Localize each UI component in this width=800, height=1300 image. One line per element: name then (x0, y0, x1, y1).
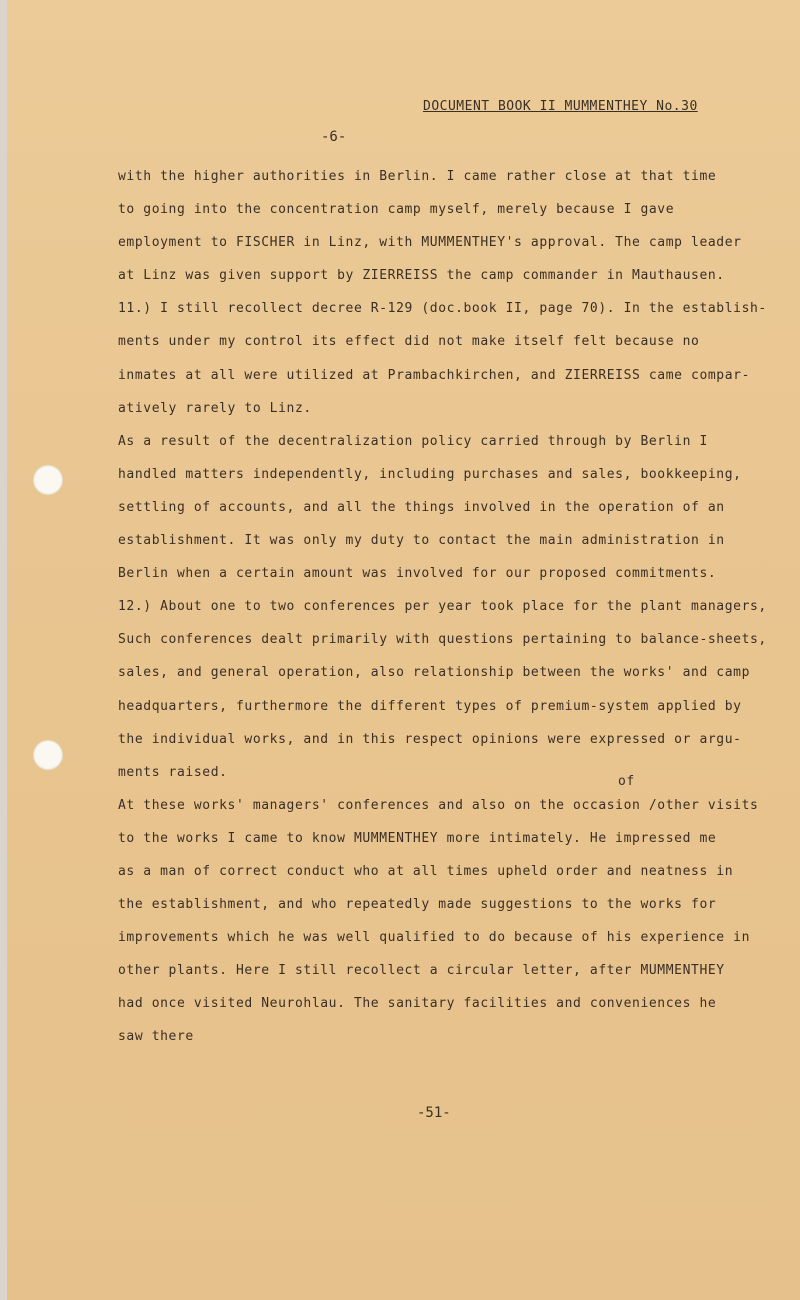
text-line: 11.) I still recollect decree R-129 (doc.book II, page 70). In the establish- (118, 301, 767, 317)
text-line: improvements which he was well qualified to do because of his experience in (118, 930, 750, 946)
text-line: the establishment, and who repeatedly made suggestions to the works for (118, 897, 717, 913)
text-line: saw there (118, 1029, 194, 1045)
text-line: to the works I came to know MUMMENTHEY more intimately. He impressed me (118, 830, 717, 846)
text-line: had once visited Neurohlau. The sanitary facilities and conveniences he (118, 996, 717, 1012)
handwritten-insert: of (618, 773, 635, 789)
text-line: ments raised. (118, 764, 228, 780)
text-line: settling of accounts, and all the things involved in the operation of an (118, 499, 725, 515)
text-line-with-insert (118, 773, 759, 822)
text-line: As a result of the decentralization policy carried through by Berlin I (118, 433, 708, 449)
text-line: to going into the concentration camp myself, merely because I gave (118, 202, 675, 218)
punch-hole (33, 465, 63, 495)
text-line: establishment. It was only my duty to contact the main administration in (118, 533, 725, 549)
text-line: employment to FISCHER in Linz, with MUMMENTHEY's approval. The camp leader (118, 235, 742, 251)
page-edge (0, 0, 7, 1300)
text-line: as a man of correct conduct who at all times upheld order and neatness in (118, 863, 734, 879)
text-line: with the higher authorities in Berlin. I came rather close at that time (118, 169, 717, 184)
text-line: 12.) About one to two conferences per year took place for the plant managers, (118, 599, 767, 615)
text-line: other plants. Here I still recollect a circular letter, after MUMMENTHEY (118, 963, 725, 979)
text-line: at Linz was given support by ZIERREISS the camp commander in Mauthausen. (118, 268, 725, 284)
punch-hole (33, 740, 63, 770)
text-line: At these works' managers' conferences and also on the occasion /other visits (118, 797, 759, 813)
page-number-top: -6- (321, 129, 347, 145)
text-line: inmates at all were utilized at Prambachkirchen, and ZIERREISS came compar- (118, 367, 750, 383)
text-line: handled matters independently, including purchases and sales, bookkeeping, (118, 466, 742, 482)
text-line: the individual works, and in this respect opinions were expressed or argu- (118, 731, 742, 747)
text-line: sales, and general operation, also relationship between the works' and camp (118, 665, 750, 681)
text-line: headquarters, furthermore the different types of premium-system applied by (118, 698, 742, 714)
text-line: Such conferences dealt primarily with questions pertaining to balance-sheets, (118, 632, 767, 648)
page-number-bottom: -51- (417, 1105, 451, 1121)
document-header: DOCUMENT BOOK II MUMMENTHEY No.30 (423, 99, 698, 114)
body-text (118, 160, 767, 1054)
text-line: Berlin when a certain amount was involved for our proposed commitments. (118, 566, 717, 582)
text-line: ments under my control its effect did not make itself felt because no (118, 334, 700, 350)
text-line: atively rarely to Linz. (118, 400, 312, 416)
